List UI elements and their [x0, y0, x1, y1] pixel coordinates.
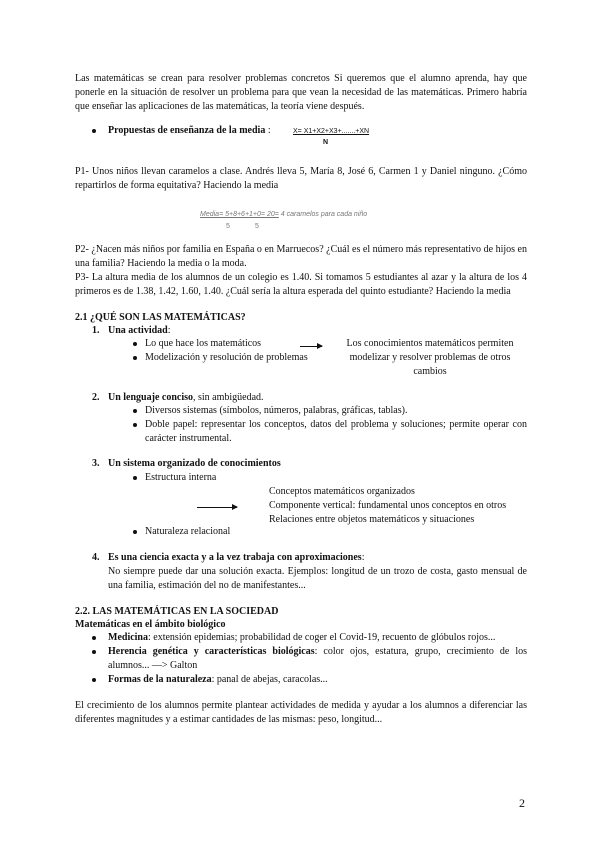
sub-item: Diversos sistemas (símbolos, números, palabras, gráficas, tablas). — [145, 405, 408, 416]
item-title: Herencia genética y características biológicas — [108, 646, 315, 657]
sub-item: carácter instrumental. — [145, 433, 232, 444]
bullet-icon — [92, 650, 96, 654]
p1-line: P1- Unos niños llevan caramelos a clase. Andrés lleva 5, María 8, José 6, Carmen 1 y Daniel ninguno. ¿Cómo — [75, 166, 527, 177]
list-item — [108, 632, 495, 644]
propuestas-item — [108, 125, 271, 137]
item-text: alumnos... —> Galton — [108, 660, 198, 671]
sub-item: Doble papel: representar los conceptos, datos del problema y soluciones; permite operar con — [145, 419, 527, 430]
closing-line: diferentes magnitudes y a estimar cantidades de las mismas: peso, longitud... — [75, 714, 383, 725]
list-item — [108, 392, 264, 404]
p2-line: P2- ¿Nacen más niños por familia en España o en Marruecos? ¿Cuál es el número más representativo de hijos en — [75, 244, 527, 255]
intro-line: que enseñar las aplicaciones de las matemáticas, la teoría viene después. — [75, 101, 365, 112]
media-den: 5 — [255, 223, 259, 230]
p3-line: primeros es de 1.38, 1.42, 1.60, 1.40. ¿Cuál sería la altura esperada del quinto estudiante? Haciendo la media — [75, 286, 511, 297]
item-after: , sin ambigüedad. — [193, 392, 264, 403]
list-item — [108, 674, 328, 686]
media-den: 5 — [226, 223, 230, 230]
mean-formula-denominator: N — [323, 139, 329, 146]
sub-item: Modelización y resolución de problemas — [145, 352, 308, 363]
arrow-icon — [300, 346, 322, 347]
sub-item: Estructura interna — [145, 472, 217, 483]
media-result: 4 caramelos para cada niño — [280, 211, 368, 218]
p2-line: una familia? Haciendo la media o la moda. — [75, 258, 247, 269]
item-after: : — [361, 552, 365, 563]
intro-line: ponerle en la situación de resolver un problema para que vean la necesidad de las matemáticas. Primero habría — [75, 87, 527, 98]
arrow-icon — [197, 507, 237, 508]
bullet-icon — [133, 476, 137, 480]
p1-line: repartirlos de forma equitativa? Haciendo la media — [75, 180, 279, 191]
section-heading: 2.2. LAS MATEMÁTICAS EN LA SOCIEDAD — [75, 606, 279, 617]
list-item — [108, 552, 364, 564]
list-number: 3. — [92, 458, 100, 469]
right-text: Los conocimientos matemáticos permiten — [346, 338, 514, 349]
bullet-icon — [133, 342, 137, 346]
item-text: una familia, estimación del no de manifestantes... — [108, 580, 306, 591]
right-text: Conceptos matemáticos organizados — [269, 486, 415, 497]
item-text: : extensión epidemias; probabilidad de coger el Covid-19, recuento de glóbulos rojos... — [148, 632, 496, 643]
bullet-icon — [92, 636, 96, 640]
item-title: Un lenguaje conciso — [108, 392, 193, 403]
colon: : — [267, 125, 271, 136]
p3-line: P3- La altura media de los alumnos de un colegio es 1.40. Si tomamos 5 estudiantes al azar y la altura de los 4 — [75, 272, 527, 283]
propuestas-label: Propuestas de enseñanza de la media — [108, 125, 266, 136]
right-text: Componente vertical: fundamental unos conceptos en otros — [269, 500, 507, 511]
list-number: 1. — [92, 325, 100, 336]
item-title: Una actividad — [108, 325, 168, 336]
intro-line: Las matemáticas se crean para resolver problemas concretos Si queremos que el alumno aprenda, hay que — [75, 73, 527, 84]
bullet-icon — [92, 129, 96, 133]
sub-item: Naturaleza relacional — [145, 526, 231, 537]
bullet-icon — [133, 530, 137, 534]
subheading: Matemáticas en el ámbito biológico — [75, 619, 226, 630]
item-title: Un sistema organizado de conocimientos — [108, 458, 281, 469]
right-text: cambios — [413, 366, 447, 377]
item-title: Es una ciencia exacta y a la vez trabaja con aproximaciones — [108, 552, 362, 563]
item-title: Formas de la naturaleza — [108, 674, 212, 685]
item-after: : — [167, 325, 171, 336]
bullet-icon — [133, 409, 137, 413]
page-number: 2 — [519, 796, 525, 810]
list-item — [108, 325, 171, 337]
sub-item: Lo que hace los matemáticos — [145, 338, 262, 349]
section-heading: 2.1 ¿QUÉ SON LAS MATEMÁTICAS? — [75, 312, 246, 323]
bullet-icon — [92, 678, 96, 682]
list-number: 2. — [92, 392, 100, 403]
item-text: No siempre puede dar una solución exacta. Ejemplos: longitud de un trozo de costa, gasto mensual de — [108, 566, 527, 577]
right-text: Relaciones entre objetos matemáticos y situaciones — [269, 514, 475, 525]
bullet-icon — [133, 356, 137, 360]
right-text: modelizar y resolver problemas de otros — [349, 352, 511, 363]
mean-formula-numerator: X= X1+X2+X3+.......+XN — [293, 128, 370, 135]
media-formula — [200, 209, 367, 221]
list-item — [108, 646, 527, 658]
media-numerator: Media= 5+8+6+1+0= 20= — [200, 211, 279, 218]
item-text: : panal de abejas, caracolas... — [211, 674, 328, 685]
bullet-icon — [133, 423, 137, 427]
item-title: Medicina — [108, 632, 148, 643]
closing-line: El crecimiento de los alumnos permite plantear actividades de medida y ayudar a los alumnos a diferenciar las — [75, 700, 527, 711]
item-text: : color ojos, estatura, grupo, crecimiento de los — [314, 646, 527, 657]
list-number: 4. — [92, 552, 100, 563]
